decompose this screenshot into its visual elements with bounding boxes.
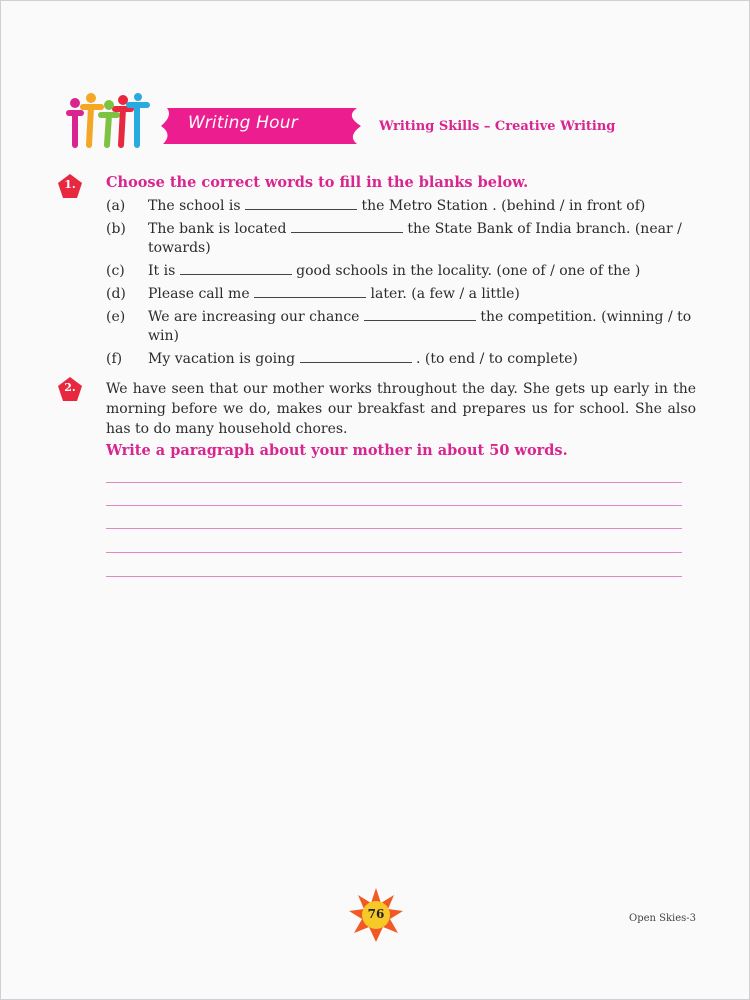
question-number-label: 2.: [64, 381, 76, 394]
answer-blank[interactable]: [180, 262, 292, 275]
item-text-after: the competition. (winning / to win): [148, 309, 692, 344]
item-label: (f): [106, 351, 123, 367]
item-text-before: The bank is located: [148, 221, 291, 237]
answer-blank[interactable]: [254, 285, 366, 298]
answer-blank[interactable]: [364, 308, 476, 321]
page-number: 76: [367, 907, 385, 921]
list-item: [106, 262, 696, 281]
item-text-after: the State Bank of India branch. (near / towards): [148, 221, 682, 256]
people-group-icon: [61, 93, 153, 149]
answer-blank[interactable]: [291, 220, 403, 233]
list-item: [106, 197, 696, 216]
item-text-before: We are increasing our chance: [148, 309, 364, 325]
list-item: [106, 285, 696, 304]
item-text-after: . (to end / to complete): [411, 351, 578, 367]
banner-title: Writing Hour: [188, 113, 298, 133]
item-text-after: good schools in the locality. (one of / one of the ): [291, 263, 641, 279]
item-label: (b): [106, 221, 126, 237]
item-text-after: the Metro Station . (behind / in front of): [357, 198, 646, 214]
writing-line[interactable]: [106, 505, 682, 506]
item-label: (d): [106, 286, 126, 302]
item-text-before: It is: [148, 263, 180, 279]
section-subtitle: Writing Skills – Creative Writing: [379, 119, 616, 134]
question-number-label: 1.: [64, 178, 76, 191]
fill-in-blanks-list: [106, 197, 696, 373]
list-item: [106, 220, 696, 258]
item-text-before: The school is: [148, 198, 246, 214]
writing-line[interactable]: [106, 576, 682, 577]
book-title: Open Skies-3: [629, 913, 697, 924]
writing-line[interactable]: [106, 552, 682, 553]
answer-blank[interactable]: [245, 197, 357, 210]
writing-line[interactable]: [106, 528, 682, 529]
question-2-heading: Write a paragraph about your mother in about 50 words.: [106, 442, 568, 459]
question-2-paragraph: We have seen that our mother works throughout the day. She gets up early in the morning before we do, makes our breakfast and prepares us for school. She also has to do many household chores.: [106, 381, 696, 437]
item-label: (c): [106, 263, 125, 279]
item-text-before: Please call me: [148, 286, 255, 302]
item-label: (e): [106, 309, 126, 325]
question-number-2: [57, 376, 83, 402]
item-text-before: My vacation is going: [148, 351, 300, 367]
answer-blank[interactable]: [300, 350, 412, 363]
item-text-after: later. (a few / a little): [366, 286, 520, 302]
question-1-heading: Choose the correct words to fill in the blanks below.: [106, 174, 529, 191]
item-label: (a): [106, 198, 126, 214]
question-number-1: [57, 173, 83, 199]
list-item: [106, 350, 696, 369]
writing-line[interactable]: [106, 482, 682, 483]
list-item: [106, 308, 696, 346]
